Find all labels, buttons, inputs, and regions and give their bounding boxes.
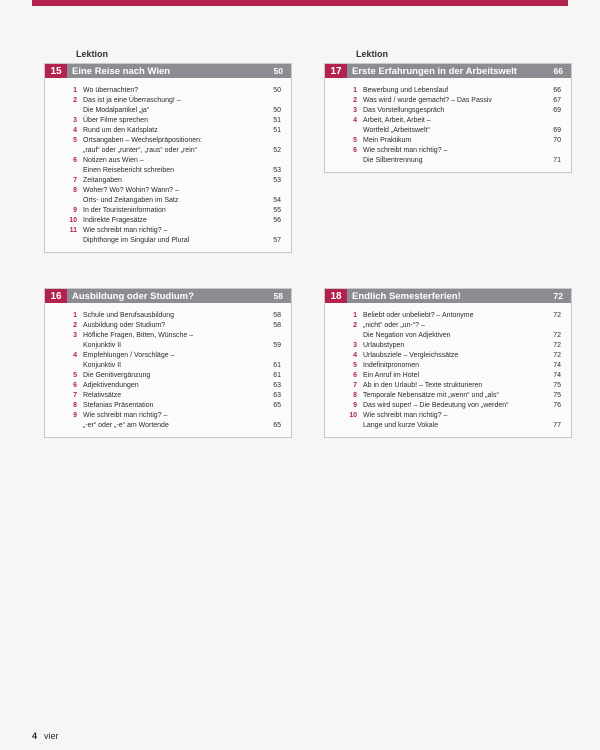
list-item bbox=[69, 226, 281, 236]
item-title: Das ist ja eine Überraschung! – bbox=[83, 97, 181, 104]
item-page: 55 bbox=[273, 207, 281, 214]
list-item bbox=[69, 236, 281, 246]
item-number: 9 bbox=[73, 207, 77, 214]
item-page: 67 bbox=[553, 97, 561, 104]
list-item bbox=[69, 421, 281, 431]
item-title: Konjunktiv II bbox=[83, 342, 122, 349]
item-number: 6 bbox=[353, 372, 357, 379]
list-item bbox=[349, 106, 561, 116]
lesson-panel-16 bbox=[44, 288, 292, 438]
item-page: 63 bbox=[273, 392, 281, 399]
list-item bbox=[69, 176, 281, 186]
lesson-header bbox=[325, 289, 571, 303]
lesson-title: Erste Erfahrungen in der Arbeitswelt bbox=[352, 65, 517, 77]
list-item bbox=[69, 106, 281, 116]
item-number bbox=[349, 156, 363, 166]
item-number: 11 bbox=[69, 227, 77, 234]
list-item bbox=[349, 116, 561, 126]
item-page: 75 bbox=[553, 382, 561, 389]
item-number: 4 bbox=[353, 352, 357, 359]
list-item bbox=[349, 311, 561, 321]
item-title: Wo übernachten? bbox=[83, 87, 139, 94]
lesson-item-list bbox=[325, 303, 571, 437]
lesson-panel-15 bbox=[44, 63, 292, 253]
item-title: Wortfeld „Arbeitswelt“ bbox=[363, 127, 430, 134]
list-item bbox=[349, 411, 561, 421]
lesson-panel-18 bbox=[324, 288, 572, 438]
item-page: 57 bbox=[273, 237, 281, 244]
list-item bbox=[69, 411, 281, 421]
lesson-number: 18 bbox=[325, 289, 347, 303]
item-title: Konjunktiv II bbox=[83, 362, 122, 369]
item-number bbox=[69, 341, 83, 351]
item-title: Beliebt oder unbeliebt? – Antonyme bbox=[363, 312, 474, 319]
item-title: Über Filme sprechen bbox=[83, 117, 148, 124]
page-footer bbox=[32, 731, 59, 741]
item-page bbox=[261, 411, 281, 421]
item-title: Wie schreibt man richtig? – bbox=[83, 227, 168, 234]
item-page: 61 bbox=[273, 362, 281, 369]
item-title: Bewerbung und Lebenslauf bbox=[363, 87, 449, 94]
lektion-label-left: Lektion bbox=[76, 49, 109, 59]
item-number: 9 bbox=[353, 402, 357, 409]
list-item bbox=[349, 156, 561, 166]
item-page: 66 bbox=[553, 87, 561, 94]
list-item bbox=[69, 116, 281, 126]
list-item bbox=[349, 136, 561, 146]
item-number: 10 bbox=[349, 412, 357, 419]
list-item bbox=[69, 166, 281, 176]
item-title: Notizen aus Wien – bbox=[83, 157, 144, 164]
item-title: Stefanias Präsentation bbox=[83, 402, 154, 409]
item-page: 65 bbox=[273, 422, 281, 429]
list-item bbox=[69, 126, 281, 136]
list-item bbox=[69, 311, 281, 321]
item-number bbox=[349, 126, 363, 136]
item-number: 1 bbox=[353, 87, 357, 94]
item-title: Wie schreibt man richtig? – bbox=[363, 412, 448, 419]
item-number: 1 bbox=[353, 312, 357, 319]
item-number bbox=[69, 146, 83, 156]
list-item bbox=[69, 96, 281, 106]
item-title: Indirekte Fragesätze bbox=[83, 217, 147, 224]
lesson-item-list bbox=[45, 303, 291, 437]
item-page: 50 bbox=[273, 107, 281, 114]
item-number: 4 bbox=[73, 352, 77, 359]
item-number: 8 bbox=[353, 392, 357, 399]
item-page bbox=[541, 116, 561, 126]
lesson-title: Endlich Semesterferien! bbox=[352, 290, 461, 302]
item-page: 53 bbox=[273, 177, 281, 184]
item-page: 74 bbox=[553, 372, 561, 379]
item-page: 69 bbox=[553, 107, 561, 114]
lesson-number: 16 bbox=[45, 289, 67, 303]
item-number: 7 bbox=[73, 177, 77, 184]
lesson-page: 72 bbox=[553, 291, 563, 301]
item-title: Arbeit, Arbeit, Arbeit – bbox=[363, 117, 431, 124]
item-page: 70 bbox=[553, 137, 561, 144]
list-item bbox=[69, 146, 281, 156]
item-page: 75 bbox=[553, 392, 561, 399]
item-page: 72 bbox=[553, 342, 561, 349]
lektion-label-right: Lektion bbox=[356, 49, 389, 59]
item-title: Urlaubsziele – Vergleichssätze bbox=[363, 352, 459, 359]
item-title: Was wird / wurde gemacht? – Das Passiv bbox=[363, 97, 492, 104]
list-item bbox=[69, 341, 281, 351]
item-title: „nicht“ oder „un-“? – bbox=[363, 322, 425, 329]
item-title: Einen Reisebericht schreiben bbox=[83, 167, 175, 174]
lesson-number: 17 bbox=[325, 64, 347, 78]
item-number: 6 bbox=[353, 147, 357, 154]
list-item bbox=[349, 391, 561, 401]
item-number: 2 bbox=[73, 322, 77, 329]
lesson-panel-17 bbox=[324, 63, 572, 173]
list-item bbox=[349, 86, 561, 96]
list-item bbox=[349, 96, 561, 106]
item-page: 72 bbox=[553, 332, 561, 339]
item-title: Ein Anruf im Hotel bbox=[363, 372, 420, 379]
item-page bbox=[541, 146, 561, 156]
item-page: 71 bbox=[553, 157, 561, 164]
list-item bbox=[69, 156, 281, 166]
item-title: Die Negation von Adjektiven bbox=[363, 332, 451, 339]
item-number: 6 bbox=[73, 157, 77, 164]
item-page bbox=[541, 321, 561, 331]
list-item bbox=[69, 391, 281, 401]
list-item bbox=[69, 206, 281, 216]
item-page: 63 bbox=[273, 382, 281, 389]
item-number: 5 bbox=[73, 137, 77, 144]
list-item bbox=[349, 381, 561, 391]
list-item bbox=[349, 146, 561, 156]
item-number bbox=[69, 166, 83, 176]
item-page bbox=[541, 411, 561, 421]
item-page: 54 bbox=[273, 197, 281, 204]
list-item bbox=[349, 321, 561, 331]
item-title: In der Touristeninformation bbox=[83, 207, 166, 214]
item-title: Wie schreibt man richtig? – bbox=[363, 147, 448, 154]
item-number bbox=[69, 361, 83, 371]
list-item bbox=[69, 186, 281, 196]
item-page: 69 bbox=[553, 127, 561, 134]
item-page: 51 bbox=[273, 117, 281, 124]
item-title: Empfehlungen / Vorschläge – bbox=[83, 352, 175, 359]
item-number: 1 bbox=[73, 312, 77, 319]
list-item bbox=[349, 371, 561, 381]
item-page: 59 bbox=[273, 342, 281, 349]
item-page bbox=[261, 351, 281, 361]
item-number: 10 bbox=[69, 217, 77, 224]
item-number: 5 bbox=[73, 372, 77, 379]
item-number: 1 bbox=[73, 87, 77, 94]
item-title: Das Vorstellungsgespräch bbox=[363, 107, 445, 114]
item-number: 3 bbox=[73, 332, 77, 339]
item-page: 61 bbox=[273, 372, 281, 379]
lesson-title: Eine Reise nach Wien bbox=[72, 65, 171, 77]
item-page: 50 bbox=[273, 87, 281, 94]
list-item bbox=[69, 361, 281, 371]
item-number: 5 bbox=[353, 362, 357, 369]
item-title: Indefinitpronomen bbox=[363, 362, 420, 369]
item-number: 9 bbox=[73, 412, 77, 419]
item-title: Temporale Nebensätze mit „wenn“ und „als“ bbox=[363, 392, 499, 399]
item-number: 5 bbox=[353, 137, 357, 144]
list-item bbox=[349, 351, 561, 361]
item-page: 72 bbox=[553, 312, 561, 319]
list-item bbox=[69, 381, 281, 391]
item-title: Wie schreibt man richtig? – bbox=[83, 412, 168, 419]
list-item bbox=[69, 401, 281, 411]
item-number: 7 bbox=[73, 392, 77, 399]
list-item bbox=[69, 321, 281, 331]
list-item bbox=[69, 136, 281, 146]
item-title: Zeitangaben bbox=[83, 177, 122, 184]
item-title: Adjektivendungen bbox=[83, 382, 139, 389]
item-page: 77 bbox=[553, 422, 561, 429]
item-page: 58 bbox=[273, 322, 281, 329]
list-item bbox=[69, 371, 281, 381]
item-page: 76 bbox=[553, 402, 561, 409]
item-number: 6 bbox=[73, 382, 77, 389]
top-accent-bar bbox=[32, 0, 568, 6]
item-title: Diphthonge im Singular und Plural bbox=[83, 237, 190, 244]
item-number bbox=[69, 196, 83, 206]
item-number: 8 bbox=[73, 402, 77, 409]
lesson-header bbox=[45, 289, 291, 303]
item-number: 8 bbox=[73, 187, 77, 194]
lesson-page: 66 bbox=[553, 66, 563, 76]
item-title: Mein Praktikum bbox=[363, 137, 412, 144]
list-item bbox=[69, 331, 281, 341]
list-item bbox=[349, 341, 561, 351]
list-item bbox=[349, 421, 561, 431]
item-page bbox=[261, 156, 281, 166]
item-page: 58 bbox=[273, 312, 281, 319]
item-page bbox=[261, 331, 281, 341]
item-page: 72 bbox=[553, 352, 561, 359]
lesson-item-list bbox=[325, 78, 571, 172]
item-page bbox=[261, 186, 281, 196]
lesson-number: 15 bbox=[45, 64, 67, 78]
item-page bbox=[261, 96, 281, 106]
item-title: Höfliche Fragen, Bitten, Wünsche – bbox=[83, 332, 194, 339]
item-number: 3 bbox=[73, 117, 77, 124]
item-number: 4 bbox=[73, 127, 77, 134]
item-title: Die Silbentrennung bbox=[363, 157, 423, 164]
item-title: Rund um den Karlsplatz bbox=[83, 127, 158, 134]
item-page: 51 bbox=[273, 127, 281, 134]
item-title: Ortsangaben – Wechselpräpositionen: bbox=[83, 137, 202, 144]
lesson-page: 58 bbox=[273, 291, 283, 301]
item-page: 53 bbox=[273, 167, 281, 174]
lesson-header bbox=[325, 64, 571, 78]
item-number bbox=[69, 421, 83, 431]
item-page: 56 bbox=[273, 217, 281, 224]
list-item bbox=[69, 86, 281, 96]
item-page bbox=[261, 136, 281, 146]
lesson-item-list bbox=[45, 78, 291, 252]
item-title: Urlaubstypen bbox=[363, 342, 405, 349]
item-title: Relativsätze bbox=[83, 392, 122, 399]
item-number bbox=[69, 236, 83, 246]
item-page: 74 bbox=[553, 362, 561, 369]
item-title: Die Genitivergänzung bbox=[83, 372, 151, 379]
item-title: Lange und kurze Vokale bbox=[363, 422, 439, 429]
item-title: Die Modalpartikel „ja“ bbox=[83, 107, 150, 114]
item-title: „-er“ oder „-e“ am Wortende bbox=[83, 422, 169, 429]
list-item bbox=[69, 351, 281, 361]
item-number bbox=[69, 106, 83, 116]
item-number: 7 bbox=[353, 382, 357, 389]
list-item bbox=[349, 401, 561, 411]
item-number: 4 bbox=[353, 117, 357, 124]
item-title: Woher? Wo? Wohin? Wann? – bbox=[83, 187, 179, 194]
item-number: 3 bbox=[353, 342, 357, 349]
item-number bbox=[349, 421, 363, 431]
list-item bbox=[349, 361, 561, 371]
item-number bbox=[349, 331, 363, 341]
item-title: „rauf“ oder „runter“, „raus“ oder „rein“ bbox=[83, 147, 197, 154]
item-page: 52 bbox=[273, 147, 281, 154]
list-item bbox=[349, 126, 561, 136]
lesson-header bbox=[45, 64, 291, 78]
lesson-page: 50 bbox=[273, 66, 283, 76]
item-title: Orts- und Zeitangaben im Satz bbox=[83, 197, 179, 204]
page-word: vier bbox=[44, 731, 59, 741]
item-title: Schule und Berufsausbildung bbox=[83, 312, 175, 319]
item-number: 2 bbox=[353, 97, 357, 104]
list-item bbox=[69, 196, 281, 206]
item-number: 2 bbox=[73, 97, 77, 104]
item-title: Das wird super! – Die Bedeutung von „werden“ bbox=[363, 402, 509, 409]
item-title: Ab in den Urlaub! – Texte strukturieren bbox=[363, 382, 483, 389]
list-item bbox=[349, 331, 561, 341]
list-item bbox=[69, 216, 281, 226]
item-number: 3 bbox=[353, 107, 357, 114]
page-number: 4 bbox=[32, 731, 38, 741]
item-page: 65 bbox=[273, 402, 281, 409]
lesson-title: Ausbildung oder Studium? bbox=[72, 290, 194, 302]
item-page bbox=[261, 226, 281, 236]
item-number: 2 bbox=[353, 322, 357, 329]
item-title: Ausbildung oder Studium? bbox=[83, 322, 166, 329]
